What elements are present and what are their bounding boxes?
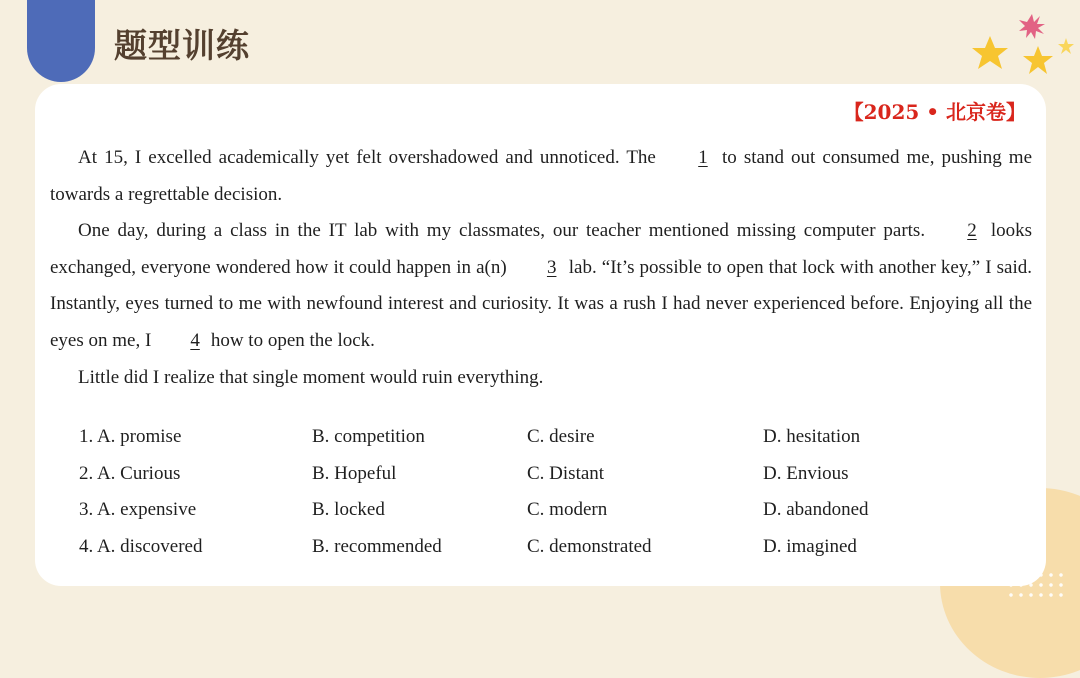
question-card — [35, 84, 1046, 586]
paragraph-text: One day, during a class in the IT lab with my classmates, our teacher mentioned missing computer parts. — [78, 220, 933, 242]
options-row-3 — [79, 492, 1029, 529]
option-1b: B. competition — [312, 426, 425, 447]
blank-2: 2 — [967, 220, 977, 242]
option-3d: D. abandoned — [763, 499, 869, 521]
source-label: 【2025 • 北京卷】 — [843, 100, 1026, 124]
passage — [50, 140, 1032, 396]
options-row-4 — [79, 529, 1029, 566]
option-2d: D. Envious — [763, 462, 849, 484]
blank-3: 3 — [546, 256, 557, 278]
star-icon — [1023, 46, 1053, 74]
option-1a: 1. A. promise — [79, 426, 182, 447]
paragraph-text: how to open the lock. — [206, 329, 375, 351]
option-2c: C. Distant — [527, 462, 605, 484]
options-table — [79, 419, 1029, 565]
paragraph-2 — [50, 213, 1032, 359]
option-2b: B. Hopeful — [312, 462, 397, 484]
option-3b: B. locked — [312, 499, 385, 521]
stars-decoration — [960, 8, 1080, 88]
blank-4: 4 — [190, 329, 200, 351]
blank-1: 1 — [698, 147, 708, 168]
star-icon — [1058, 38, 1074, 54]
option-4c: C. demonstrated — [527, 535, 652, 557]
options-row-1 — [79, 419, 1029, 456]
dots-decoration — [1006, 570, 1066, 600]
burst-icon — [1019, 14, 1045, 39]
option-1d: D. hesitation — [763, 426, 861, 447]
option-4a: 4. A. discovered — [79, 535, 203, 557]
option-3a: 3. A. expensive — [79, 499, 197, 521]
option-4b: B. recommended — [312, 535, 442, 557]
header-tab — [27, 0, 95, 82]
option-2a: 2. A. Curious — [79, 462, 181, 484]
page-title: 题型训练 — [114, 26, 250, 65]
paragraph-1 — [50, 140, 1032, 213]
paragraph-text: At 15, I excelled academically yet felt overshadowed and unnoticed. The — [78, 147, 663, 168]
paragraph-3 — [50, 360, 1032, 397]
paragraph-text: Little did I realize that single moment would ruin everything. — [78, 366, 544, 388]
paragraph-text: looks exchanged, everyone wondered how it could happen in a(n) — [50, 220, 1032, 278]
option-4d: D. imagined — [763, 535, 857, 557]
paragraph-text: lab. “It’s possible to open that lock with another key,” I said. Instantly, eyes turned to me with newfound interest and curiosity. It was a rush I had never experienced before. Enjoying all the eyes on me, I — [50, 256, 1032, 351]
option-1c: C. desire — [527, 426, 595, 447]
paragraph-text: to stand out consumed me, pushing me towards a regrettable decision. — [50, 147, 1033, 205]
star-icon — [972, 36, 1008, 69]
options-row-2 — [79, 456, 1029, 493]
option-3c: C. modern — [527, 499, 608, 521]
